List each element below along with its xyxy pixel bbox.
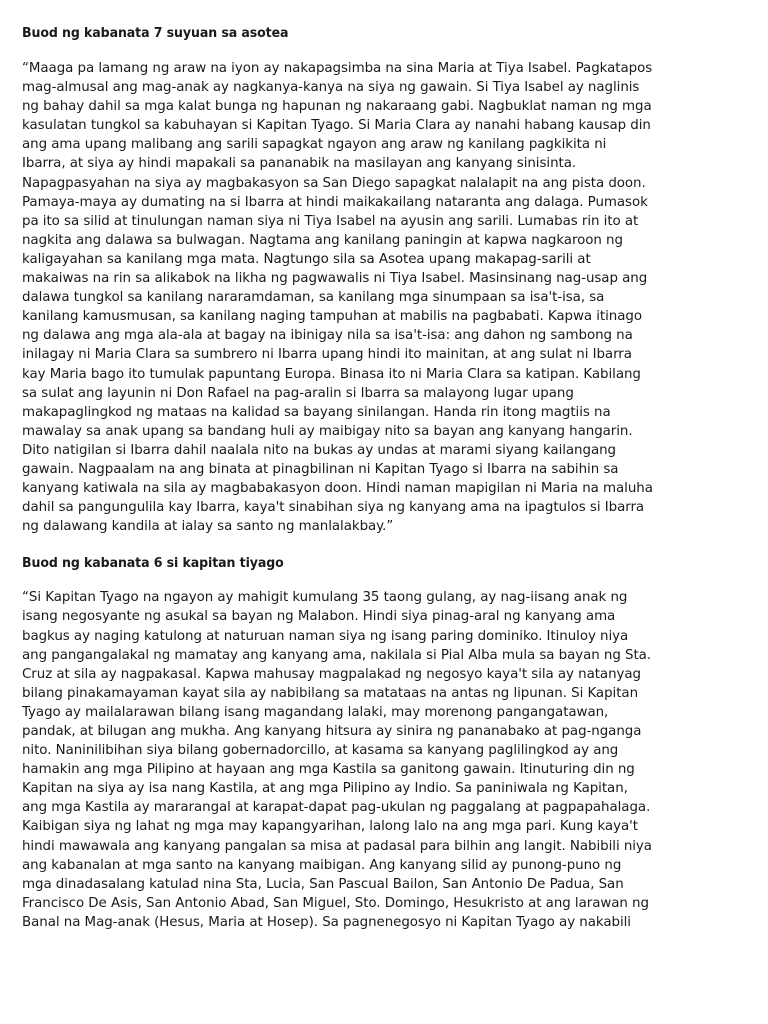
section-heading: Buod ng kabanata 6 si kapitan tiyago	[22, 555, 284, 572]
section-body: “Maaga pa lamang ng araw na iyon ay nakapagsimba na sina Maria at Tiya Isabel. Pagkatapos mag-almusal ang mag-anak ay nagkanya-kanya na siya ng gawain. Si Tiya Isabel ay naglinis ng bahay dahil sa mga kalat bunga ng hapunan ng nakaraang gabi. Nagbuklat naman ng mga kasulatan tungkol sa kabuhayan si Kapitan Tyago. Si Maria Clara ay nanahi habang kausap din ang ama upang malibang ang sarili sapagkat ngayon ang araw ng kanilang pagkikita ni Ibarra, at siya ay hindi mapakali sa pananabik na masilayan ang kanyang sinisinta. Napagpasyahan na siya ay magbakasyon sa San Diego sapagkat nalalapit na ang pista doon. Pamaya-maya ay dumating na si Ibarra at hindi maikakailang nataranta ang dalaga. Pumasok pa ito sa silid at tinulungan naman siya ni Tiya Isabel na ayusin ang sarili. Lumabas rin ito at nagkita ang dalawa sa bulwagan. Nagtama ang kanilang paningin at kapwa nagkaroon ng kaligayahan sa kanilang mga mata. Nagtungo sila sa Asotea upang makapag-sarili at makaiwas na rin sa alikabok na likha ng pagwawalis ni Tiya Isabel. Masinsinang nag-usap ang dalawa tungkol sa kanilang nararamdaman, sa kanilang mga sinumpaan sa isa't-isa, sa kanilang kamusmusan, sa kanilang naging tampuhan at mabilis na pagbabati. Kapwa itinago ng dalawa ang mga ala-ala at bagay na ibinigay nila sa isa't-isa: ang dahon ng sambong na inilagay ni Maria Clara sa sumbrero ni Ibarra upang hindi ito mainitan, at ang sulat ni Ibarra kay Maria bago ito tumulak papuntang Europa. Binasa ito ni Maria Clara sa katipan. Kabilang sa sulat ang layunin ni Don Rafael na pag-aralin si Ibarra sa malayong lugar upang makapaglingkod ng mataas na kalidad sa bayang sinilangan. Handa rin itong magtiis na mawalay sa anak upang sa bandang huli ay maibigay nito sa bayan ang kanyang hangarin. Dito natigilan si Ibarra dahil naalala nito na bukas ay undas at marami siyang kailangang gawain. Nagpaalam na ang binata at pinagbilinan ni Kapitan Tyago si Ibarra na sabihin sa kanyang katiwala na sila ay magbabakasyon doon. Hindi naman mapigilan ni Maria na maluha dahil sa pangungulila kay Ibarra, kaya't sinabihan siya ng kanyang ama na ipagtulos si Ibarra ng dalawang kandila at ialay sa santo ng manlalakbay.”	[22, 61, 653, 535]
section-kabanata-6	[22, 554, 750, 932]
document-page	[22, 24, 750, 932]
section-kabanata-7	[22, 24, 750, 536]
section-heading: Buod ng kabanata 7 suyuan sa asotea	[22, 25, 289, 41]
section-body: “Si Kapitan Tyago na ngayon ay mahigit kumulang 35 taong gulang, ay nag-iisang anak ng isang negosyante ng asukal sa bayan ng Malabon. Hindi siya pinag-aral ng kanyang ama bagkus ay naging katulong at naturuan naman siya ng isang paring dominiko. Itinuloy niya ang pangangalakal ng mamatay ang kanyang ama, nakilala si Pial Alba mula sa bayan ng Sta. Cruz at sila ay nagpakasal. Kapwa mahusay magpalakad ng negosyo kaya't sila ay natanyag bilang pinakamayaman kayat sila ay nabibilang sa matataas na antas ng lipunan. Si Kapitan Tyago ay mailalarawan bilang isang magandang lalaki, may morenong pangangatawan, pandak, at bilugan ang mukha. Ang kanyang hitsura ay sinira ng pananabako at pag-nganga nito. Naninilibihan siya bilang gobernadorcillo, at kasama sa kanyang paglilingkod ay ang hamakin ang mga Pilipino at hayaan ang mga Kastila sa ganitong gawain. Itinuturing din ng Kapitan na siya ay isa nang Kastila, at ang mga Pilipino ay Indio. Sa paniniwala ng Kapitan, ang mga Kastila ay mararangal at karapat-dapat pag-ukulan ng paggalang at pagpapahalaga. Kaibigan siya ng lahat ng mga may kapangyarihan, lalong lalo na ang mga pari. Kung kaya't hindi mawawala ang kanyang pangalan sa misa at padasal para bilhin ang langit. Nabibili niya ang kabanalan at mga santo na kanyang maibigan. Ang kanyang silid ay punong-puno ng mga dinadasalang katulad nina Sta, Lucia, San Pascual Bailon, San Antonio De Padua, San Francisco De Asis, San Antonio Abad, San Miguel, Sto. Domingo, Hesukristo at ang larawan ng Banal na Mag-anak (Hesus, Maria at Hosep). Sa pagnenegosyo ni Kapitan Tyago ay nakabili	[22, 590, 652, 930]
